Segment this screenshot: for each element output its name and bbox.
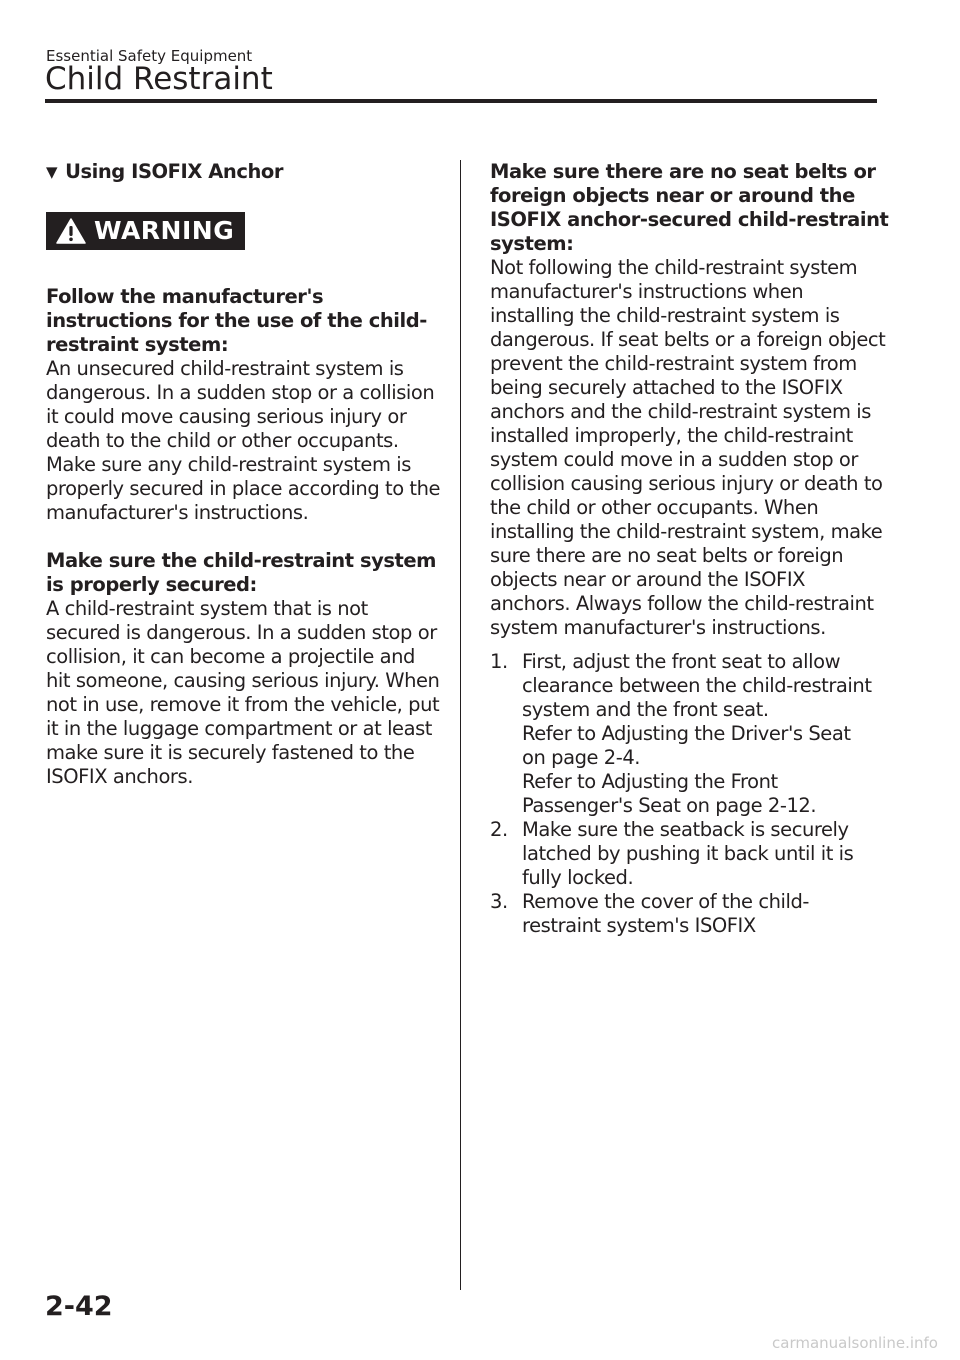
- section-label: Essential Safety Equipment: [46, 47, 253, 65]
- step-item: [490, 890, 890, 938]
- warning-banner: [46, 212, 245, 250]
- step-reference: Refer to Adjusting the Driver's Seat on page 2-4.: [522, 722, 851, 769]
- triangle-down-icon: ▼: [46, 163, 58, 181]
- step-text: First, adjust the front seat to allow clearance between the child-restraint system and the front seat.: [522, 650, 872, 721]
- step-text: Remove the cover of the child-restraint system's ISOFIX: [522, 890, 809, 937]
- page-number: 2-42: [45, 1291, 113, 1322]
- step-item: [490, 650, 890, 818]
- warning-1-body: An unsecured child-restraint system is dangerous. In a sudden stop or a collision it could move causing serious injury or death to the child or other occupants. Make sure any child-restraint system is properly secured in place according to the manufacturer's instructions.: [46, 357, 441, 524]
- step-number: 3.: [490, 890, 508, 913]
- header-rule: [45, 99, 877, 103]
- warning-label: WARNING: [94, 216, 235, 245]
- chapter-title: Child Restraint: [45, 61, 273, 97]
- step-reference: Refer to Adjusting the Front Passenger's Seat on page 2-12.: [522, 770, 817, 817]
- step-text: Make sure the seatback is securely latched by pushing it back until it is fully locked.: [522, 818, 854, 889]
- column-divider: [460, 160, 461, 1290]
- warning-3-body: Not following the child-restraint system manufacturer's instructions when installing the child-restraint system is dangerous. If seat belts or a foreign object prevent the child-restraint system from being securely attached to the ISOFIX anchors and the child-restraint system is installed improperly, the child-restraint system could move in a sudden stop or collision causing serious injury or death to the child or other occupants. When installing the child-restraint system, make sure there are no seat belts or foreign objects near or around the ISOFIX anchors. Always follow the child-restraint system manufacturer's instructions.: [490, 256, 886, 639]
- warning-1-title: Follow the manufacturer's instructions for the use of the child-restraint system:: [46, 285, 427, 356]
- step-item: [490, 818, 890, 890]
- right-column: [490, 160, 890, 938]
- warning-2-body: A child-restraint system that is not secured is dangerous. In a sudden stop or collision, it can become a projectile and hit someone, causing serious injury. When not in use, remove it from the vehicle, put it in the luggage compartment or at least make sure it is securely fastened to the ISOFIX anchors.: [46, 597, 440, 788]
- left-column: [46, 160, 442, 789]
- subheading: [46, 160, 442, 184]
- step-number: 2.: [490, 818, 508, 841]
- subheading-text: Using ISOFIX Anchor: [65, 160, 284, 183]
- watermark: carmanualsonline.info: [772, 1334, 938, 1352]
- steps-list: [490, 650, 890, 938]
- warning-2-title: Make sure the child-restraint system is properly secured:: [46, 549, 437, 596]
- warning-3-title: Make sure there are no seat belts or foreign objects near or around the ISOFIX anchor-secured child-restraint system:: [490, 160, 889, 255]
- step-number: 1.: [490, 650, 508, 673]
- warning-triangle-icon: [56, 218, 86, 244]
